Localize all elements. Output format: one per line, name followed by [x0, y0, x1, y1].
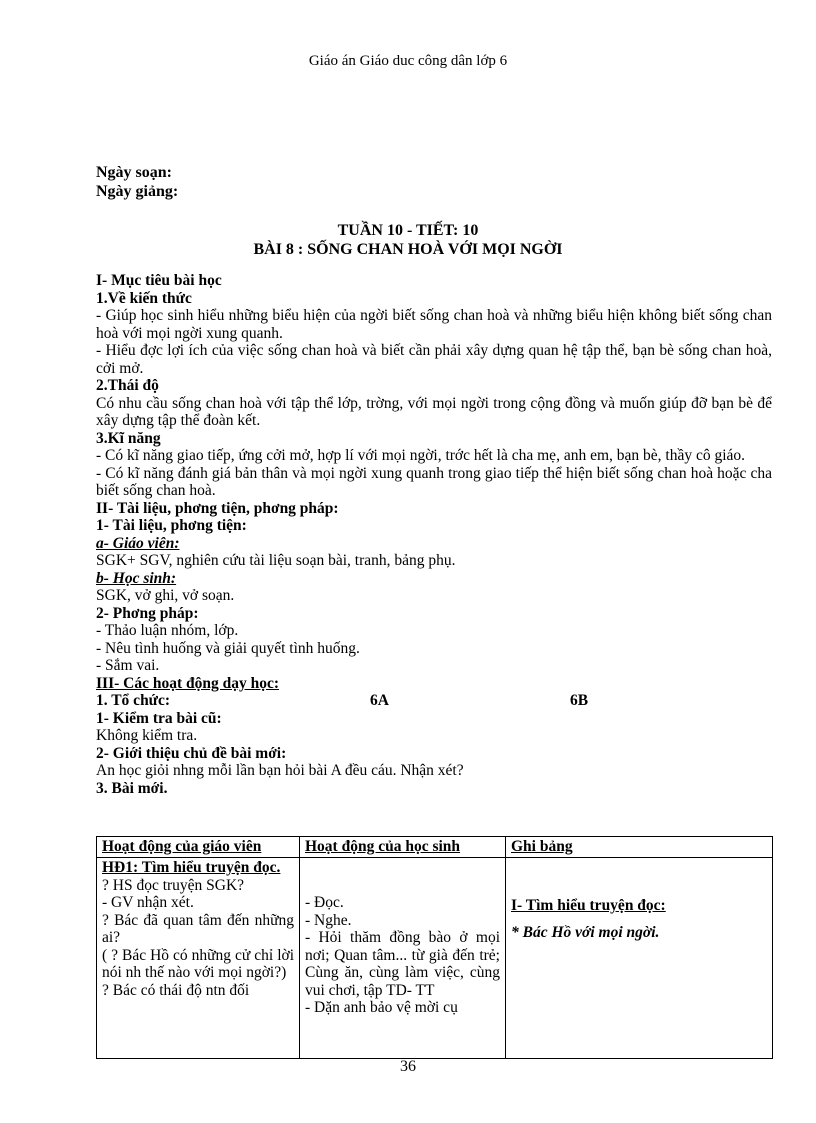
teacher-line: ? HS đọc truyện SGK?	[102, 876, 245, 894]
knowledge-item-1: - Giúp học sinh hiểu những biểu hiện của ngời biết sống chan hoà và những biểu hiện không biết sống chan hoà với mọi ngời xung quanh.	[96, 307, 772, 342]
prep-date-label: Ngày soạn:	[96, 164, 173, 181]
review-heading: 1- Kiểm tra bài cũ:	[96, 709, 222, 727]
teacher-activity-cell	[97, 858, 300, 1059]
student-line: - Nghe.	[305, 911, 352, 929]
teach-date-label: Ngày giảng:	[96, 183, 179, 200]
organization-label: 1. Tổ chức:	[96, 692, 171, 709]
student-activity-cell	[300, 858, 506, 1059]
lesson-table	[96, 836, 773, 1059]
review-text: Không kiểm tra.	[96, 727, 198, 744]
method-item-3: - Sắm vai.	[96, 657, 160, 674]
page-number: 36	[400, 1058, 416, 1075]
section-1-heading: I- Mục tiêu bài học	[96, 272, 222, 289]
table-header-row	[97, 837, 773, 858]
board-heading: I- Tìm hiểu truyện đọc:	[511, 897, 666, 914]
section-2-heading: II- Tài liệu, phơng tiện, phơng pháp:	[96, 499, 339, 517]
skills-heading: 3.Kĩ năng	[96, 429, 161, 447]
organization-row	[96, 692, 772, 710]
teacher-line: ? Bác đã quan tâm đến những ai?	[102, 911, 294, 946]
attitude-heading: 2.Thái độ	[96, 377, 159, 394]
methods-heading: 2- Phơng pháp:	[96, 604, 199, 622]
skills-item-1: - Có kĩ năng giao tiếp, ứng cởi mở, hợp lí với mọi ngời, trớc hết là cha mẹ, anh em, bạn bè, thầy cô giáo.	[96, 447, 746, 464]
header-student-activity: Hoạt động của học sinh	[300, 837, 506, 858]
student-heading: b- Học sinh:	[96, 569, 177, 587]
attitude-item-1: Có nhu cầu sống chan hoà với tập thể lớp, trờng, với mọi ngời trong cộng đồng và muốn giúp đỡ bạn bè để xây dựng tập thể đoàn kết.	[96, 394, 772, 429]
knowledge-item-2: - Hiểu đợc lợi ích của việc sống chan hoà và biết cần phải xây dựng quan hệ tập thể, bạn bè sống chan hoà, cởi mở.	[96, 342, 772, 377]
board-notes-cell	[506, 858, 773, 1059]
knowledge-heading: 1.Về kiến thức	[96, 289, 192, 307]
lesson-title: BÀI 8 : SỐNG CHAN HOÀ VỚI MỌI NGỜI	[253, 241, 563, 258]
teacher-line: - GV nhận xét.	[102, 894, 194, 911]
new-lesson-heading: 3. Bài mới.	[96, 779, 168, 797]
student-line: - Đọc.	[305, 894, 344, 911]
intro-text: An học giỏi nhng mỗi lần bạn hỏi bài A đều cáu. Nhận xét?	[96, 762, 464, 779]
intro-heading: 2- Giới thiệu chủ đề bài mới:	[96, 744, 287, 762]
student-materials: SGK, vở ghi, vở soạn.	[96, 587, 235, 604]
section-3-heading: III- Các hoạt động dạy học:	[96, 674, 280, 692]
header-teacher-activity: Hoạt động của giáo viên	[97, 837, 300, 858]
student-line: - Hỏi thăm đồng bào ở mọi nơi; Quan tâm... từ già đến trẻ; Cùng ăn, cùng làm việc, cùng vui chơi, tập TD- TT	[305, 929, 500, 999]
activity-1-heading: HĐ1: Tìm hiểu truyện đọc.	[102, 859, 281, 876]
skills-item-2: - Có kĩ năng đánh giá bản thân và mọi ngời xung quanh trong giao tiếp thể hiện biết sống chan hoà hoặc cha biết sống chan hoà.	[96, 464, 772, 499]
teacher-materials: SGK+ SGV, nghiên cứu tài liệu soạn bài, tranh, bảng phụ.	[96, 552, 456, 569]
class-6b: 6B	[570, 692, 589, 709]
header-board-notes: Ghi bảng	[506, 837, 773, 858]
class-6a: 6A	[370, 692, 389, 709]
materials-heading: 1- Tài liệu, phơng tiện:	[96, 517, 247, 534]
student-line: - Dặn anh bảo vệ mời cụ	[305, 999, 458, 1016]
method-item-1: - Thảo luận nhóm, lớp.	[96, 622, 239, 639]
document-body	[96, 272, 772, 797]
date-block	[96, 163, 178, 201]
teacher-heading: a- Giáo viên:	[96, 534, 180, 552]
teacher-line: ? Bác có thái độ ntn đối	[102, 981, 250, 999]
board-subheading: * Bác Hồ với mọi ngời.	[511, 923, 660, 941]
teacher-line: ( ? Bác Hồ có những cử chỉ lời nói nh thế nào với mọi ngời?)	[102, 946, 294, 981]
page-header: Giáo án Giáo duc công dân lớp 6	[308, 53, 508, 69]
table-row	[97, 858, 773, 1059]
method-item-2: - Nêu tình huống và giải quyết tình huống.	[96, 639, 360, 657]
week-title: TUẦN 10 - TIẾT: 10	[337, 222, 479, 239]
